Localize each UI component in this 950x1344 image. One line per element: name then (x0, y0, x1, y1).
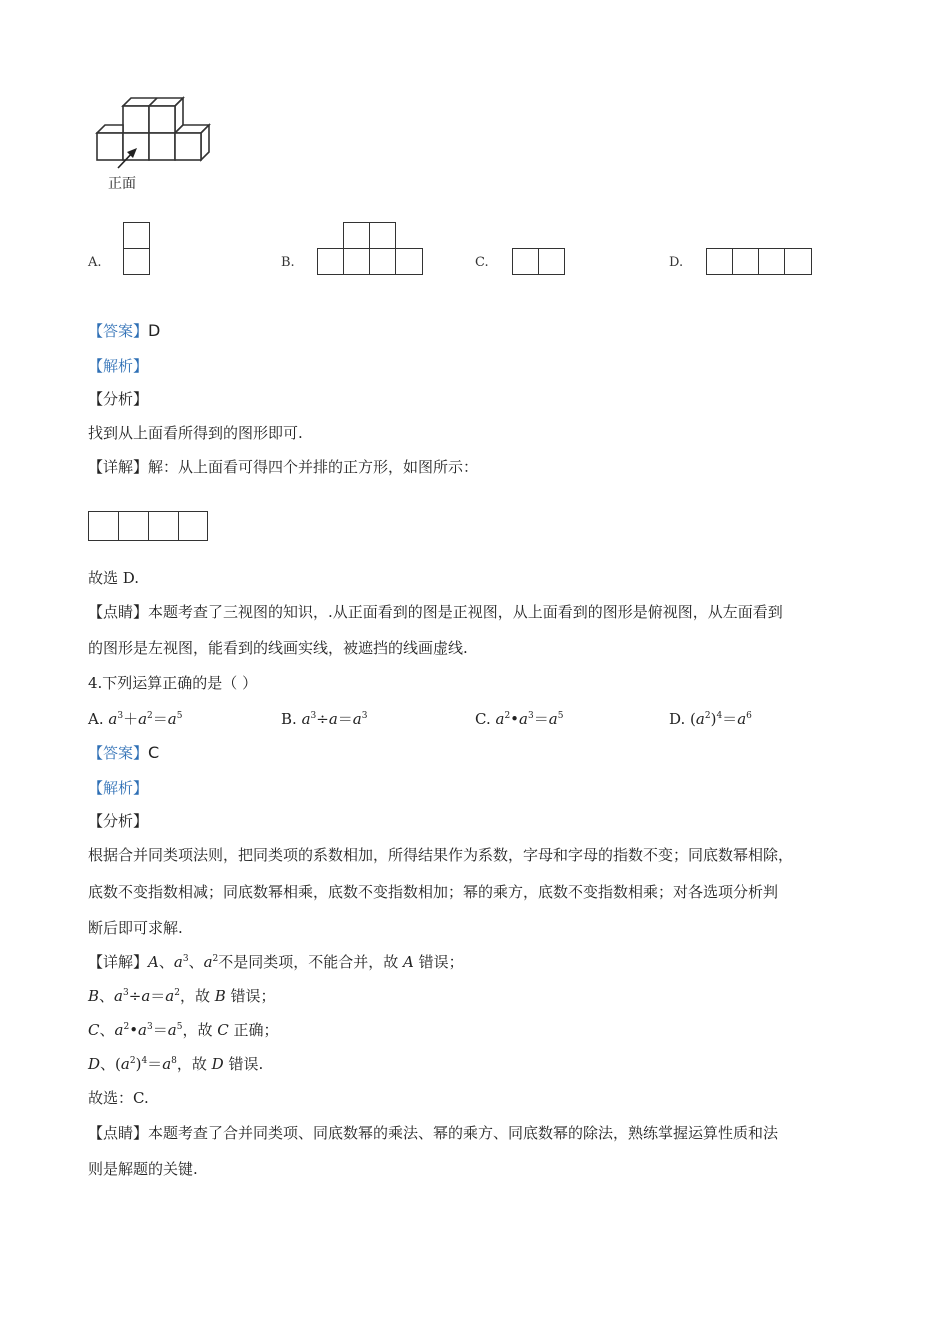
q4-conclusion: 故选：C. (88, 1089, 149, 1107)
fenxi-text: 找到从上面看所得到的图形即可. (88, 424, 303, 442)
q4-option-d: D. $(a^2)^4=a^6$ (669, 710, 752, 728)
fenxi-tag: 【分析】 (88, 390, 149, 408)
q3-conclusion: 故选 D. (88, 569, 140, 587)
fenxi-line3: 断后即可求解. (88, 919, 183, 937)
q3-comment-line2: 的图形是左视图，能看到的线画实线，被遮挡的线画虚线. (88, 639, 468, 657)
option-a-label: A. (88, 255, 102, 270)
detail-text: 解：从上面看可得四个并排的正方形，如图所示： (148, 458, 479, 476)
comment-tag: 【点睛】 (88, 603, 149, 621)
jiexi-tag: 【解析】 (88, 779, 149, 797)
q3-comment-line1 (88, 602, 783, 622)
option-b-label: B. (281, 255, 295, 270)
option-c-label: C. (475, 255, 489, 270)
q4-question: 4.下列运算正确的是（ ） (88, 674, 258, 692)
detail-tag: 【详解】 (88, 458, 149, 476)
q3-answer (88, 321, 160, 341)
q4-option-a: A. $a^3+a^2=a^5$ (88, 710, 183, 728)
q4-detail-b: B、$a^3\div a=a^2$，故 B 错误； (88, 987, 276, 1005)
detail-tag: 【详解】 (88, 953, 149, 971)
q4-detail-c: C、$a^2•a^3=a^5$，故 C 正确； (88, 1021, 279, 1039)
detail-line (88, 457, 478, 477)
answer-value: D (148, 321, 161, 340)
q4-comment-line2: 则是解题的关键. (88, 1160, 198, 1178)
q4-answer (88, 743, 159, 763)
jiexi-tag: 【解析】 (88, 357, 149, 375)
answer-value: C (148, 743, 160, 762)
comment-text: 本题考查了合并同类项、同底数幂的乘法、幂的乘方、同底数幂的除法，熟练掌握运算性质和法 (148, 1124, 779, 1142)
fenxi-line1: 根据合并同类项法则，把同类项的系数相加，所得结果作为系数，字母和字母的指数不变；同底数幂相除， (88, 846, 794, 864)
q4-detail-d: D、$(a^2)^4=a^8$，故 D 错误. (88, 1055, 264, 1073)
front-label: 正面 (108, 176, 136, 192)
answer-tag: 【答案】 (88, 744, 149, 762)
answer-tag: 【答案】 (88, 322, 149, 340)
comment-tag: 【点睛】 (88, 1124, 149, 1142)
fenxi-line2: 底数不变指数相减；同底数幂相乘，底数不变指数相加；幂的乘方，底数不变指数相乘；对各选项分析判 (88, 883, 779, 901)
q4-comment-line1 (88, 1123, 778, 1143)
q4-detail-a: 【详解】A、$a^3$、$a^2$不是同类项，不能合并，故 A 错误； (88, 953, 464, 971)
comment-text: 本题考查了三视图的知识，.从正面看到的图是正视图，从上面看到的图形是俯视图，从左面看到 (148, 603, 783, 621)
q4-option-b: B. $a^3\div a=a^3$ (281, 710, 368, 728)
q4-option-c: C. $a^2•a^3=a^5$ (475, 710, 564, 728)
fenxi-tag: 【分析】 (88, 812, 149, 830)
option-d-label: D. (669, 255, 684, 270)
